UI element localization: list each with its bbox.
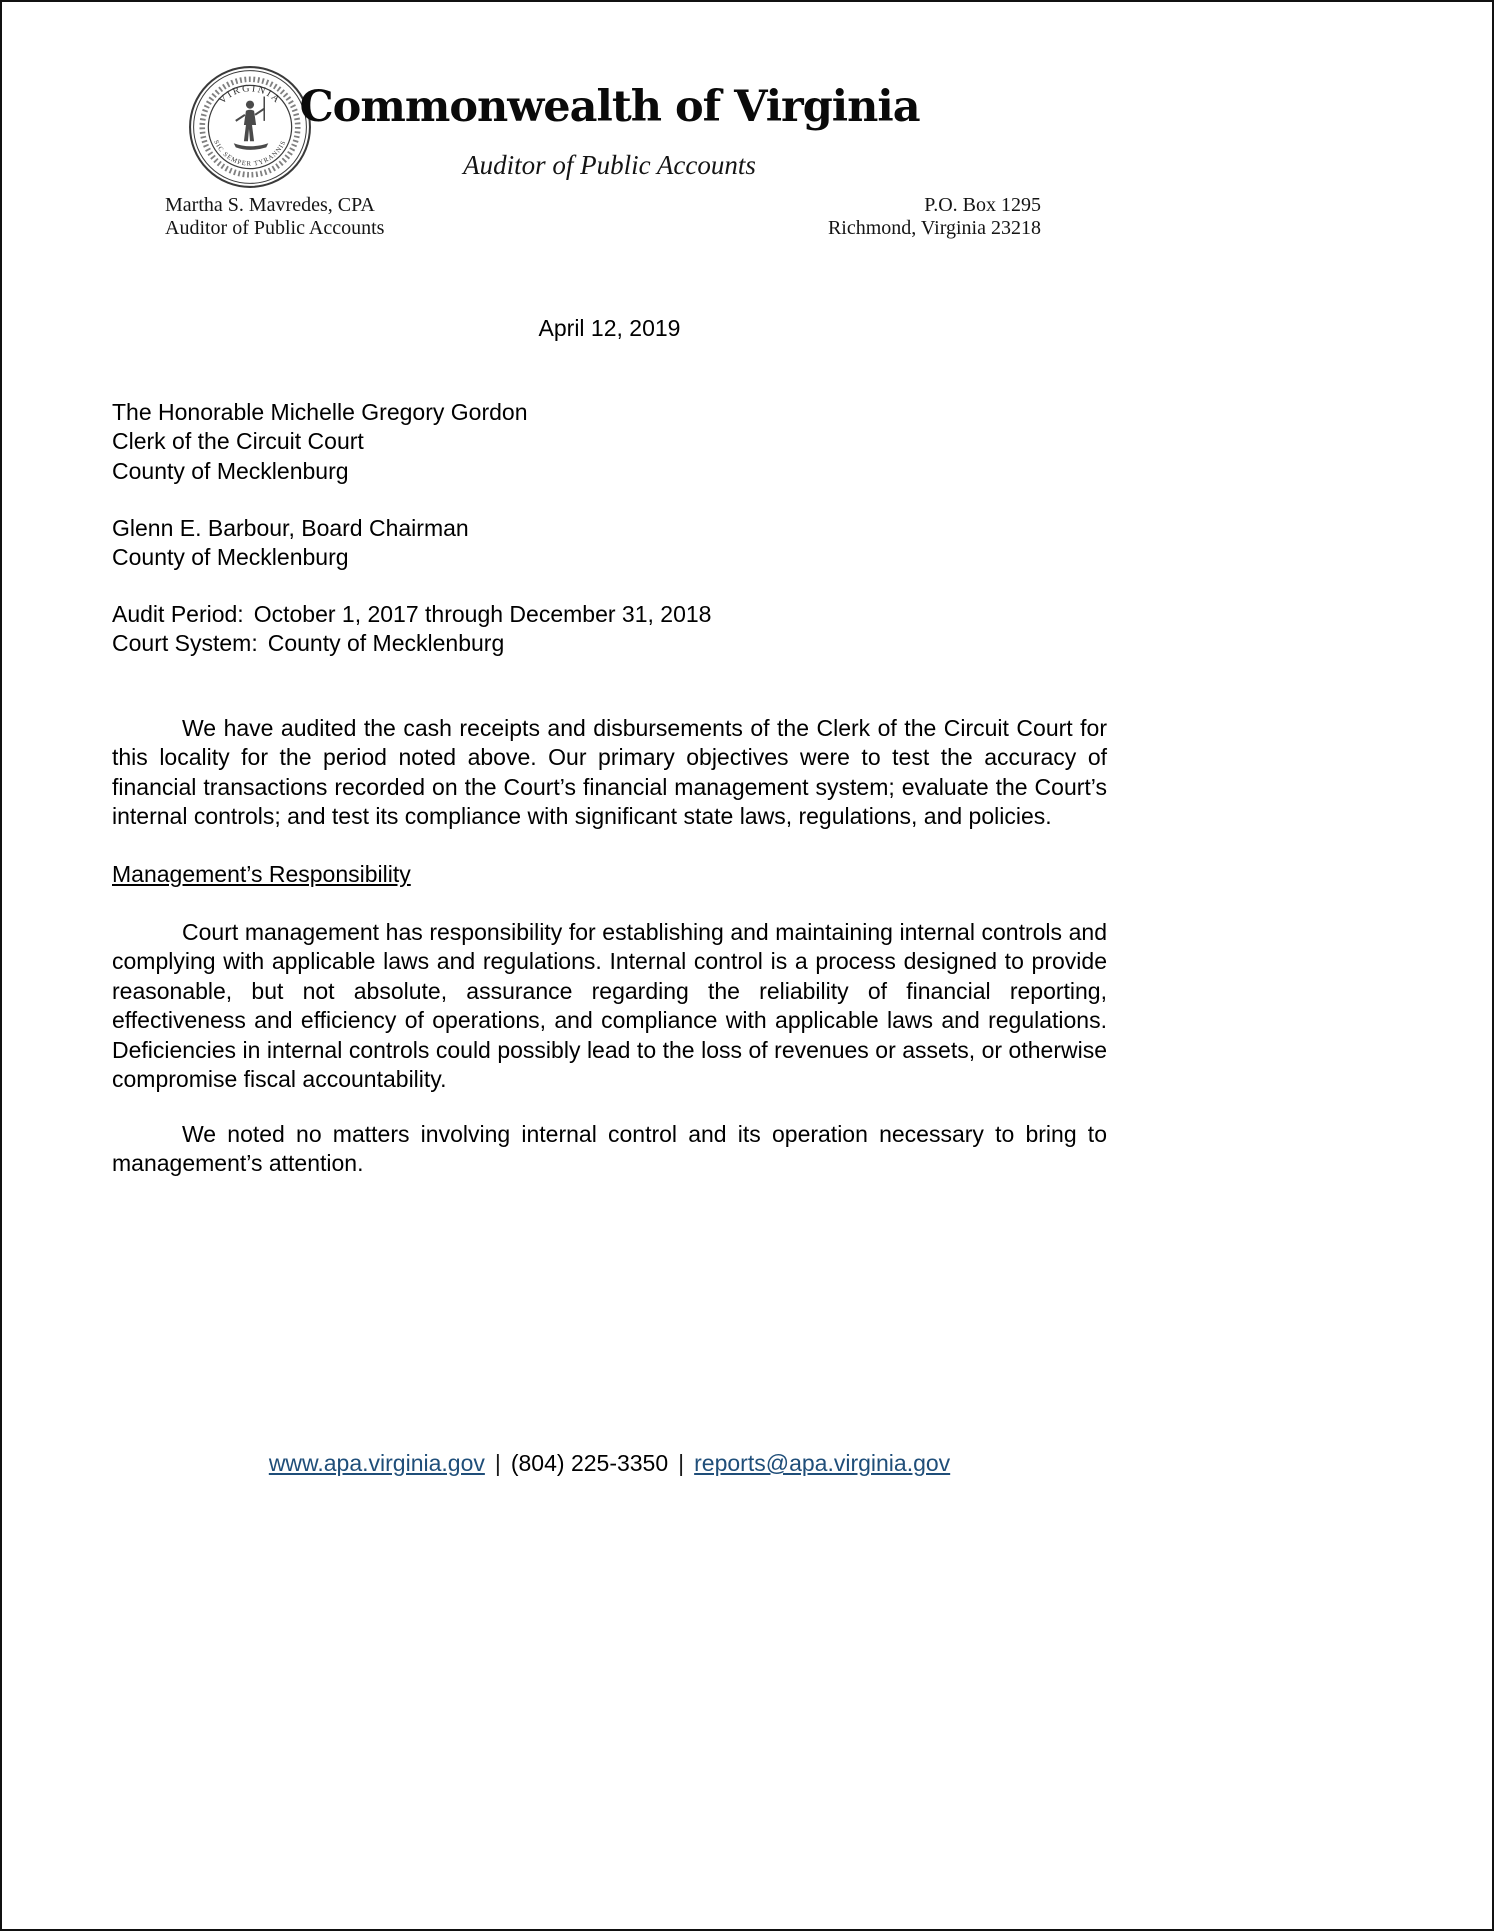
letterhead-subtitle: Auditor of Public Accounts — [463, 150, 756, 180]
auditor-title: Auditor of Public Accounts — [165, 217, 385, 239]
recipient-title: Clerk of the Circuit Court — [112, 428, 364, 455]
footer-phone: (804) 225-3350 — [510, 1450, 669, 1476]
audit-period-label: Audit Period: — [112, 601, 244, 627]
recipient-name: The Honorable Michelle Gregory Gordon — [112, 399, 528, 425]
email-link[interactable]: reports@apa.virginia.gov — [694, 1450, 951, 1476]
court-system-value: County of Mecklenburg — [267, 630, 505, 657]
letterhead — [112, 82, 1107, 181]
svg-text:VIRGINIA: VIRGINIA — [216, 83, 284, 107]
management-responsibility-paragraph: Court management has responsibility for establishing and maintaining internal controls and complying with applicable laws and regulations. Internal control is a process designed to provide reasonable, but not absolute, assurance regarding the reliability of financial reporting, effectiveness and efficiency of operations, and compliance with applicable laws and regulations. Deficiencies in internal controls could possibly lead to the loss of revenues or assets, or otherwise compromise fiscal accountability. — [112, 919, 1107, 1093]
svg-text:SIC SEMPER TYRANNIS: SIC SEMPER TYRANNIS — [212, 139, 288, 168]
audit-period-value: October 1, 2017 through December 31, 2018 — [253, 601, 712, 627]
court-system-line — [112, 629, 1107, 658]
letter-date: April 12, 2019 — [538, 315, 681, 341]
conclusion-paragraph: We noted no matters involving internal control and its operation necessary to bring to management’s attention. — [112, 1121, 1107, 1177]
recipient-block-secondary — [112, 514, 1107, 573]
office-address-block — [828, 194, 1041, 240]
letterhead-title: Commonwealth of Virginia — [299, 82, 920, 132]
recipient-locality: County of Mecklenburg — [112, 544, 349, 571]
footer-separator: | — [494, 1450, 501, 1476]
court-system-label: Court System: — [112, 630, 258, 657]
page-footer — [112, 1450, 1107, 1477]
audit-period-line — [112, 600, 1107, 629]
intro-paragraph: We have audited the cash receipts and disbursements of the Clerk of the Circuit Court for this locality for the period noted above. Our primary objectives were to test the accuracy of financial transactions recorded on the Court’s financial management system; evaluate the Court’s internal controls; and test its compliance with significant state laws, regulations, and policies. — [112, 715, 1107, 830]
website-link[interactable]: www.apa.virginia.gov — [268, 1450, 485, 1476]
section-heading-managements-responsibility: Management’s Responsibility — [112, 861, 411, 887]
auditor-name: Martha S. Mavredes, CPA — [165, 194, 375, 216]
recipient-name: Glenn E. Barbour, Board Chairman — [112, 515, 469, 541]
recipient-block-primary — [112, 398, 1107, 486]
address-po-box: P.O. Box 1295 — [924, 194, 1041, 216]
footer-separator: | — [678, 1450, 685, 1476]
recipient-locality: County of Mecklenburg — [112, 457, 349, 484]
audit-info-block — [112, 600, 1107, 659]
address-city: Richmond, Virginia 23218 — [827, 217, 1041, 239]
auditor-name-block — [165, 194, 384, 240]
